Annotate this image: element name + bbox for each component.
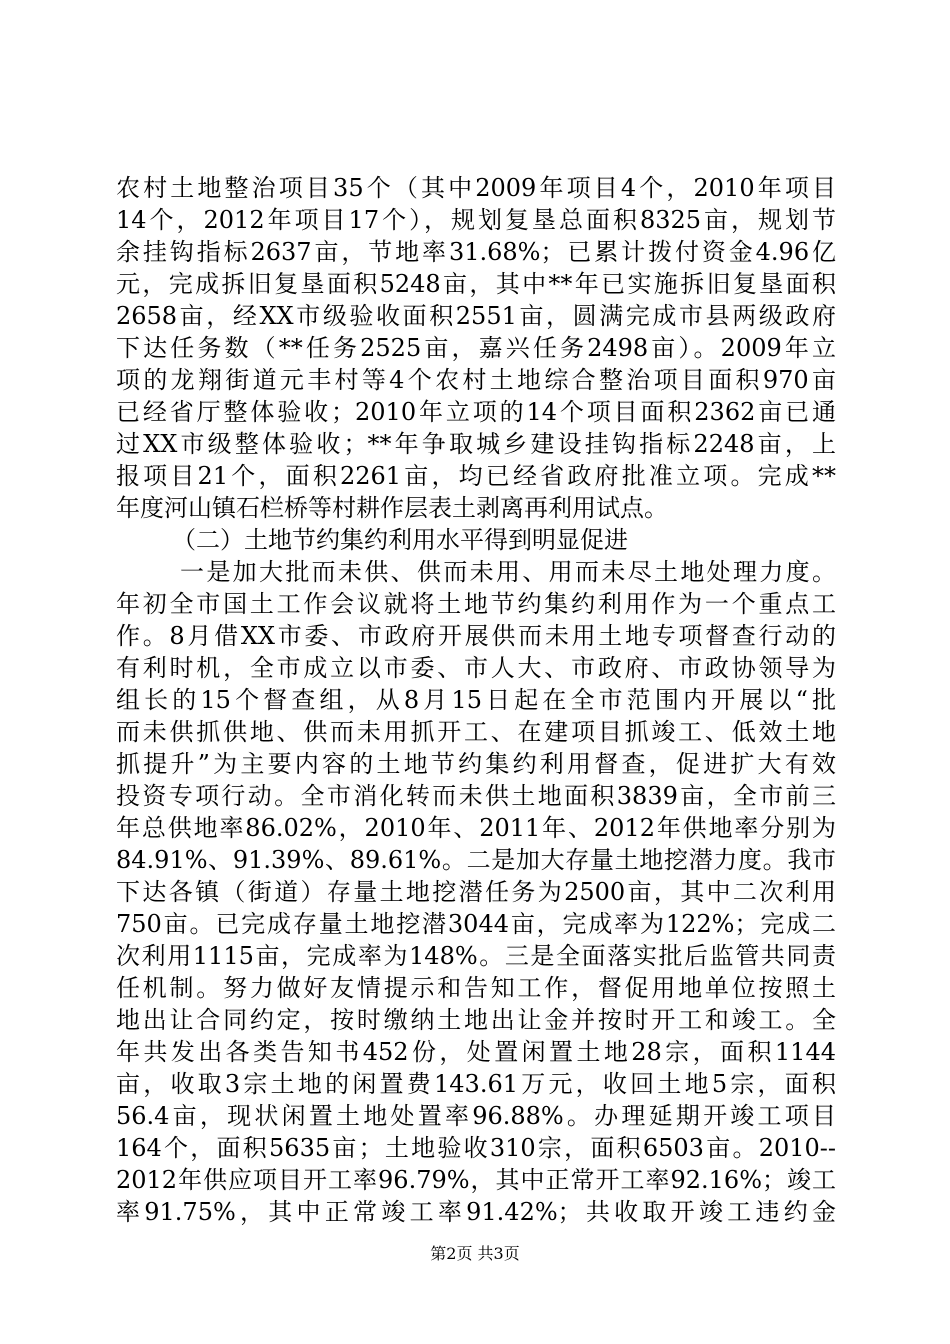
text-line-14: 年初全市国土工作会议就将土地节约集约利用作为一个重点工 [116,590,836,618]
text-line-18: 而未供抓供地、供而未用抓开工、在建项目抓竣工、低效土地 [116,718,836,746]
text-line-17: 组长的15个督查组，从8月15日起在全市范围内开展以“批 [116,686,836,714]
text-line-29: 亩，收取3宗土地的闲置费143.61万元，收回土地5宗，面积 [116,1070,836,1098]
text-line-27: 地出让合同约定，按时缴纳土地出让金并按时开工和竣工。全 [116,1006,836,1034]
page-footer [0,1244,950,1264]
text-line-15: 作。8月借XX市委、市政府开展供而未用土地专项督查行动的 [116,622,836,650]
text-line-23: 下达各镇（街道）存量土地挖潜任务为2500亩，其中二次利用 [116,878,836,906]
text-line-13: 一是加大批而未供、供而未用、用而未尽土地处理力度。 [180,558,836,586]
text-line-28: 年共发出各类告知书452份，处置闲置土地28宗，面积1144 [116,1038,836,1066]
text-line-8: 已经省厅整体验收；2010年立项的14个项目面积2362亩已通 [116,398,836,426]
text-line-4: 元，完成拆旧复垦面积5248亩，其中**年已实施拆旧复垦面积 [116,270,836,298]
text-line-6: 下达任务数（**任务2525亩，嘉兴任务2498亩）。2009年立 [116,334,836,362]
page-number-label: 第2页 共3页 [430,1244,520,1263]
text-line-7: 项的龙翔街道元丰村等4个农村土地综合整治项目面积970亩 [116,366,836,394]
text-line-11: 年度河山镇石栏桥等村耕作层表土剥离再利用试点。 [116,494,668,522]
text-line-19: 抓提升”为主要内容的土地节约集约利用督查，促进扩大有效 [116,750,836,778]
text-line-5: 2658亩，经XX市级验收面积2551亩，圆满完成市县两级政府 [116,302,836,330]
text-line-26: 任机制。努力做好友情提示和告知工作，督促用地单位按照土 [116,974,836,1002]
text-line-1: 农村土地整治项目35个（其中2009年项目4个，2010年项目 [116,174,836,202]
section-heading: （二）土地节约集约利用水平得到明显促进 [172,526,628,554]
text-line-2: 14个，2012年项目17个），规划复垦总面积8325亩，规划节 [116,206,836,234]
text-line-30: 56.4亩，现状闲置土地处置率96.88%。办理延期开竣工项目 [116,1102,836,1130]
text-line-3: 余挂钩指标2637亩，节地率31.68%；已累计拨付资金4.96亿 [116,238,836,266]
text-line-21: 年总供地率86.02%，2010年、2011年、2012年供地率分别为 [116,814,836,842]
text-line-33: 率91.75%，其中正常竣工率91.42%；共收取开竣工违约金 [116,1198,836,1226]
text-line-16: 有利时机，全市成立以市委、市人大、市政府、市政协领导为 [116,654,836,682]
text-line-25: 次利用1115亩，完成率为148%。三是全面落实批后监管共同责 [116,942,836,970]
text-line-32: 2012年供应项目开工率96.79%，其中正常开工率92.16%；竣工 [116,1166,836,1194]
text-line-10: 报项目21个，面积2261亩，均已经省政府批准立项。完成** [116,462,836,490]
document-body [116,172,836,1228]
text-line-20: 投资专项行动。全市消化转而未供土地面积3839亩，全市前三 [116,782,836,810]
text-line-22: 84.91%、91.39%、89.61%。二是加大存量土地挖潜力度。我市 [116,846,836,874]
text-line-24: 750亩。已完成存量土地挖潜3044亩，完成率为122%；完成二 [116,910,836,938]
text-line-31: 164个，面积5635亩；土地验收310宗，面积6503亩。2010-- [116,1134,836,1162]
text-line-9: 过XX市级整体验收；**年争取城乡建设挂钩指标2248亩，上 [116,430,836,458]
